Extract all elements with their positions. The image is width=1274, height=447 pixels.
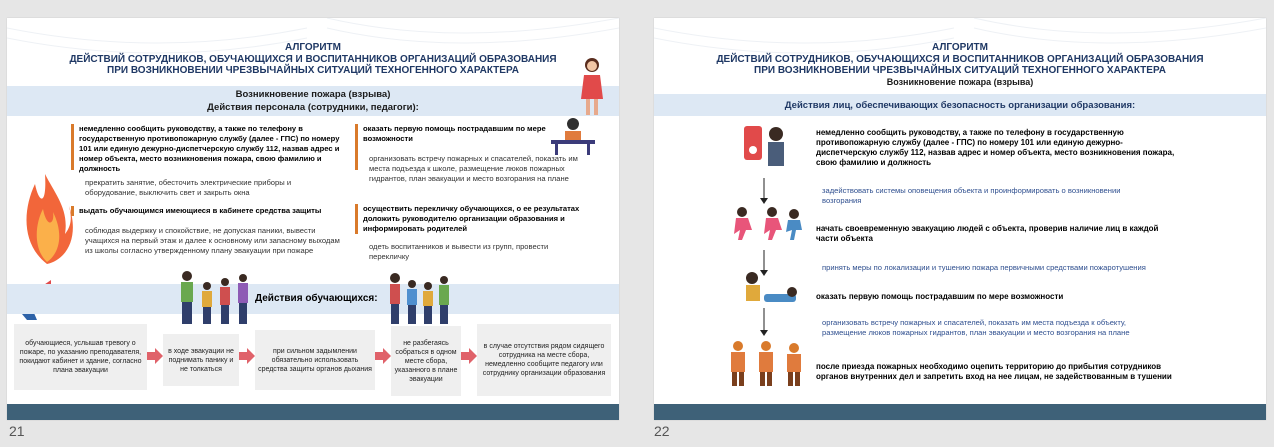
student-step-4: не разбегаясь собраться в одном месте сбора, указанного в плане эвакуации: [391, 326, 461, 396]
student-step-3: при сильном задымлении обязательно использовать средства защиты органов дыхания: [255, 330, 375, 390]
left-item-3: выдать обучающимся имеющиеся в кабинете средства защиты: [79, 206, 322, 215]
firefighters-illustration: [724, 340, 810, 388]
arrow-right-icon: [147, 348, 163, 364]
item-1: немедленно сообщить руководству, а также по телефону в государственную противопожарную службу (далее - ГПС) по номеру 101 или единую дежурно-диспетчерскую службу 112, назвав адрес и номер объекта, место возникновения пожара, свою фамилию и должность: [816, 128, 1175, 167]
running-people-illustration: [728, 206, 808, 242]
arrow-down-icon: [760, 308, 768, 338]
fire-icon: [21, 114, 73, 264]
header-line2: ДЕЙСТВИЙ СОТРУДНИКОВ, ОБУЧАЮЩИХСЯ И ВОСПИТАННИКОВ ОРГАНИЗАЦИЙ ОБРАЗОВАНИЯ: [69, 54, 557, 65]
staff-heading: Действия персонала (сотрудники, педагоги):: [207, 102, 419, 113]
item-5: оказать первую помощь пострадавшим по мере возможности: [816, 292, 1064, 301]
right-item-3: осуществить перекличку обучающихся, о ее результатах доложить руководителю организации образования и информировать родителей: [363, 204, 580, 233]
arrow-right-icon: [375, 348, 391, 364]
left-item-4: соблюдая выдержку и спокойствие, не допуская паники, вывести учащихся на первый этаж и далее к основному или запасному выходам из школы согласно утвержденному плану эвакуации при пожаре: [85, 226, 340, 255]
student-step-1: обучающиеся, услышав тревогу о пожаре, по указанию преподавателя, покидают кабинет и здание, согласно плана эвакуации: [14, 324, 147, 390]
left-item-2: прекратить занятие, обесточить электрические приборы и оборудование, выключить свет и закрыть окна: [85, 178, 292, 197]
right-item-4: одеть воспитанников и вывести из групп, провести перекличку: [369, 242, 549, 261]
student-step-2: в ходе эвакуации не поднимать панику и не толкаться: [163, 334, 239, 386]
band-heading: Действия лиц, обеспечивающих безопасность организации образования:: [784, 100, 1136, 111]
slide-number-22: 22: [654, 423, 670, 439]
slide-22[interactable]: [654, 18, 1266, 420]
header-line1: АЛГОРИТМ: [285, 42, 341, 53]
students-group-icon: [385, 270, 455, 326]
right-item-marker: [355, 204, 358, 234]
subtitle: Возникновение пожара (взрыва): [235, 89, 391, 100]
arrow-down-icon: [760, 178, 768, 206]
students-heading: Действия обучающихся:: [255, 293, 378, 304]
left-item-1: немедленно сообщить руководству, а также по телефону в государственную противопожарную службу (далее - ГПС) по номеру 101 или единую дежурно-диспетчерскую службу 112, назвав адрес и номер объекта, место возникновения пожара, свою фамилию и должность: [79, 124, 340, 173]
header-line3: ПРИ ВОЗНИКНОВЕНИИ ЧРЕЗВЫЧАЙНЫХ СИТУАЦИЙ ТЕХНОГЕННОГО ХАРАКТЕРА: [754, 65, 1166, 76]
right-item-marker: [355, 124, 358, 170]
student-step-5: в случае отсутствия рядом сидящего сотрудника на месте сбора, немедленно сообщите педагогу или сотруднику организации образования: [477, 324, 611, 396]
item-3: начать своевременную эвакуацию людей с объекта, проверив наличие лиц в каждой части объекта: [816, 224, 1159, 243]
item-4: принять меры по локализации и тушению пожара первичными средствами пожаротушения: [822, 263, 1146, 272]
arrow-right-icon: [239, 348, 255, 364]
header-line2: ДЕЙСТВИЙ СОТРУДНИКОВ, ОБУЧАЮЩИХСЯ И ВОСПИТАННИКОВ ОРГАНИЗАЦИЙ ОБРАЗОВАНИЯ: [716, 54, 1204, 65]
desk-illustration: [547, 116, 599, 156]
left-item-marker: [71, 124, 74, 170]
slide-21[interactable]: [7, 18, 619, 420]
slide-number-21: 21: [9, 423, 25, 439]
arrow-right-icon: [461, 348, 477, 364]
first-aid-illustration: [738, 270, 798, 306]
phone-panic-illustration: [740, 122, 792, 170]
bottom-bar: [654, 404, 1266, 420]
right-item-2: организовать встречу пожарных и спасателей, показать им места подъезда к школе, размещение люков пожарных гидрантов, план эвакуации и место возгорания на плане: [369, 154, 578, 183]
right-item-1: оказать первую помощь пострадавшим по мере возможности: [363, 124, 546, 143]
students-group-icon: [175, 268, 255, 326]
item-6: организовать встречу пожарных и спасателей, показать им места подъезда к объекту, размещение люков пожарных гидрантов, план эвакуации и место возгорания на плане: [822, 318, 1130, 337]
item-7: после приезда пожарных необходимо оцепить территорию до прибытия сотрудников органов внутренних дел и запретить вход на нее лицам, не задействованным в тушении: [816, 362, 1172, 381]
teacher-illustration: [575, 56, 609, 118]
bottom-bar: [7, 404, 619, 420]
header-line1: АЛГОРИТМ: [932, 42, 988, 53]
header-line4: Возникновение пожара (взрыва): [886, 77, 1034, 87]
header-line3: ПРИ ВОЗНИКНОВЕНИИ ЧРЕЗВЫЧАЙНЫХ СИТУАЦИЙ ТЕХНОГЕННОГО ХАРАКТЕРА: [107, 65, 519, 76]
item-2: задействовать системы оповещения объекта и проинформировать о возникновении возгорания: [822, 186, 1121, 205]
left-item-marker: [71, 206, 74, 216]
